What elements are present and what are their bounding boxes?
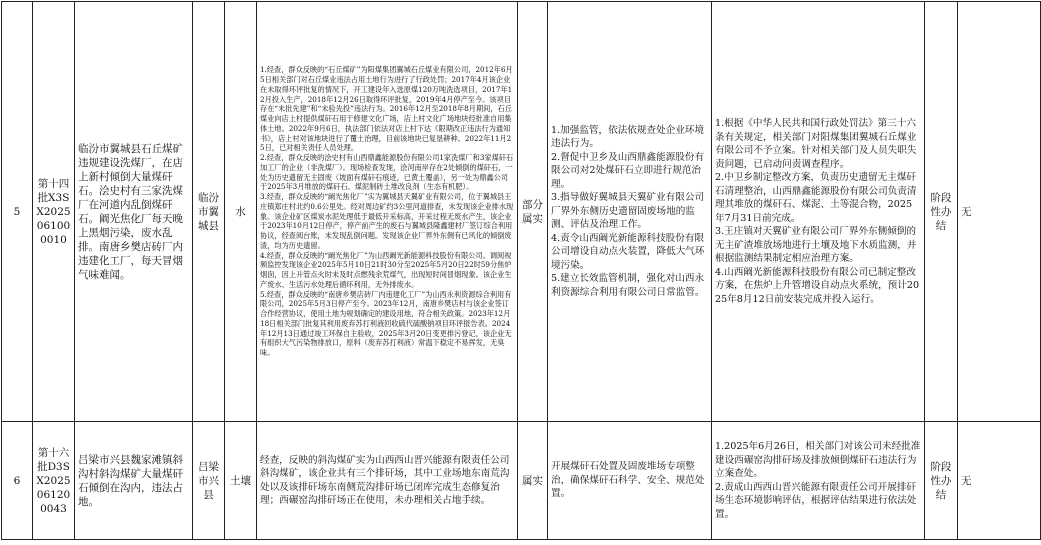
result-item: 1.2025年6月26日，相关部门对该公司未经批准建设西碾窑沟排矸场及排放倾倒煤矸石违法行为立案查处。: [715, 441, 921, 479]
completion-stage: 阶段性办结: [925, 422, 958, 540]
investigation-findings: [257, 422, 518, 540]
finding-paragraph: 5.经查，群众反映的“南唐乡樊店砖厂内违建化工厂”为山西永利资源综合利用有限公司，2025年5月3日停产至今。2023年12月，南唐乡樊店村与该企业签订合作经营协议，使用土地为规划确定的建设用地，符合相关政策。2023年12月18日相关部门批复其利用废弃苏打利液回收硫代硫酸钠项目环评报告表。2024年12月13日通过竣工环保自主验收，2025年3月20日变更排污登记，该企业无有组织大气污染物排放口，原料（废弃苏打利液）常温下稳定不易挥发，无臭味。: [260, 289, 512, 357]
finding-paragraph: 2.经查，群众反映的浍史村有山西鼎鑫能源股份有限公司1家洗煤厂和3家煤矸石加工厂的企业（非洗煤厂）。现场检查发现，浍河南岸存在2处倾倒的煤矸石，一处为历史遗留无主固废（坡面有煤矸石痕迹，已黄土覆盖），另一处为鼎鑫公司于2025年3月堆放的煤矸石、煤泥制砖土堆改良剂（生态有机肥）。: [260, 153, 514, 192]
accountability: 无: [958, 2, 1041, 422]
measure-item: 3.指导做好翼城县天翼矿业有限公司厂界外东侧历史遗留固废场地的监测、评估及治理工作。: [551, 192, 705, 231]
table-row: [2, 2, 1041, 422]
finding-paragraph: 4.经查，群众反映的“阚光焦化厂”为山西阚光新能源科技股份有限公司。调阅视频监控发现该企业2025年5月10日21时30分至2025年5月20日22时59分焦炉烟囱，因上升管点火时未及时点燃残余荒煤气，出现短时间冒烟现象。该企业生产废水、生活污水处理后循环利用，无外排废水。: [260, 250, 512, 289]
rectification-measures: [548, 2, 712, 422]
pollution-category: 水: [225, 2, 257, 422]
result-item: 2.中卫乡制定整改方案，负责历史遗留无主煤矸石清理整治，山西鼎鑫能源股份有限公司负责清理其堆放的煤矸石、煤泥、土等混合物，2025年7月31日前完成。: [715, 172, 917, 224]
row-index: 5: [2, 2, 33, 422]
verification-status: 部分属实: [518, 2, 548, 422]
table-row: [2, 422, 1041, 540]
verification-status: 属实: [518, 422, 548, 540]
administrative-region: 吕梁市兴县: [193, 422, 225, 540]
batch-number: 第十六批D3SX2025061200043: [33, 422, 75, 540]
result-item: 2.责成山西西山晋兴能源有限责任公司开展排矸场生态环境影响评估，根据评估结果进行依法处置。: [715, 481, 917, 520]
case-table: [1, 1, 1041, 540]
rectification-measures: [548, 422, 712, 540]
complaint-description: 吕梁市兴县魏家滩镇斜沟村斜沟煤矿大量煤矸石倾倒在沟内，违法占地。: [75, 422, 193, 540]
administrative-region: 临汾市翼城县: [193, 2, 225, 422]
result-item: 4.山西阚光新能源科技股份有限公司已制定整改方案，在焦炉上升管增设自动点火系统，预计2025年8月12日前安装完成并投入运行。: [715, 266, 920, 305]
accountability: 无: [958, 422, 1041, 540]
finding-paragraph: 经查，反映的斜沟煤矿实为山西西山晋兴能源有限责任公司斜沟煤矿，该企业共有三个排矸场，其中工业场地东南荒沟处以及该排矸场东南侧荒沟排矸场已闭库完成生态修复治理；西碾窑沟排矸场正在使用，未办理相关占地手续。: [260, 454, 510, 506]
finding-paragraph: 3.经查，群众反映的“阚光焦化厂”实为翼城县天翼矿业有限公司，位于翼城县王庄镇郑庄村北约0.6公里处。经对周边矿约3公里河道排查，未发现该企业排水现象。该企业矿区煤炭水泥处理低于最低开采标高，开采过程无废水产生，该企业于2023年10月12日停产，停产前产生的废石与翼城县隆鑫建材厂签订综合利用协议，经查阅台账，未发现乱倒问题。发现该企业厂界外东侧有已风化的倾倒废渣，均为历史遗留。: [260, 192, 514, 250]
finding-paragraph: 1.经查，群众反映的“石丘煤矿”为阳煤集团翼城石丘煤业有限公司，2012年6月5日相关部门对石丘煤业违法占用土地行为进行了行政处罚；2017年4月该企业在未取得环评批复的情况下，开工建设年入选原煤120万吨洗选项目，2017年12月投入生产，2018年12月26日取得环评批复，2019年4月停产至今。该项目存在“未批先建”和“未验先投”违法行为。2016年12月至2018年8月期间，石丘煤业向店上村提供煤矸石用于修建文化广场，店上村文化广场地块经批准自用集体土地。2022年9月6日，执法部门依法对店上村下达《限期改正违法行为通知书》，店上村对该地块进行了覆土治理，目前该地块已复垦耕种。2022年11月25日，已对相关责任人员处理。: [260, 65, 513, 153]
result-item: 1.根据《中华人民共和国行政处罚法》第三十六条有关规定，相关部门对阳煤集团翼城石丘煤业有限公司不予立案。针对相关部门及人员失职失责问题，已启动问责调查程序。: [715, 118, 917, 170]
measure-item: 5.建立长效监管机制，强化对山西永利资源综合利用有限公司日常监管。: [551, 273, 705, 298]
handling-results: [712, 2, 925, 422]
pollution-category: 土壤: [225, 422, 257, 540]
investigation-findings: [257, 2, 518, 422]
handling-results: [712, 422, 925, 540]
measure-item: 1.加强监管，依法依规查处企业环境违法行为。: [551, 124, 705, 150]
batch-number: 第十四批X3SX2025061000010: [33, 2, 75, 422]
complaint-description: 临汾市翼城县石丘煤矿违规建设洗煤厂，在店上新村倾倒大量煤矸石。浍史村有三家洗煤厂在河道内乱倒煤矸石。阚光焦化厂每天晚上黑烟污染，废水乱排。南唐乡樊店砖厂内违建化工厂，每天冒烟气味难闻。: [75, 2, 193, 422]
completion-stage: 阶段性办结: [925, 2, 958, 422]
measure-item: 4.责令山西阚光新能源科技股份有限公司增设自动点火装置，降低大气环境污染。: [551, 232, 705, 271]
row-index: 6: [2, 422, 33, 540]
measure-item: 2.督促中卫乡及山西鼎鑫能源股份有限公司对2处煤矸石立即进行规范治理。: [551, 151, 705, 190]
measure-item: 开展煤矸石处置及固废堆场专项整治，确保煤矸石科学、安全、规范处置。: [551, 461, 705, 500]
result-item: 3.王庄镇对天翼矿业有限公司厂界外东侧倾倒的无主矿渣堆放场地进行土壤及地下水质监测，并根据监测结果制定相应治理方案。: [715, 226, 917, 264]
